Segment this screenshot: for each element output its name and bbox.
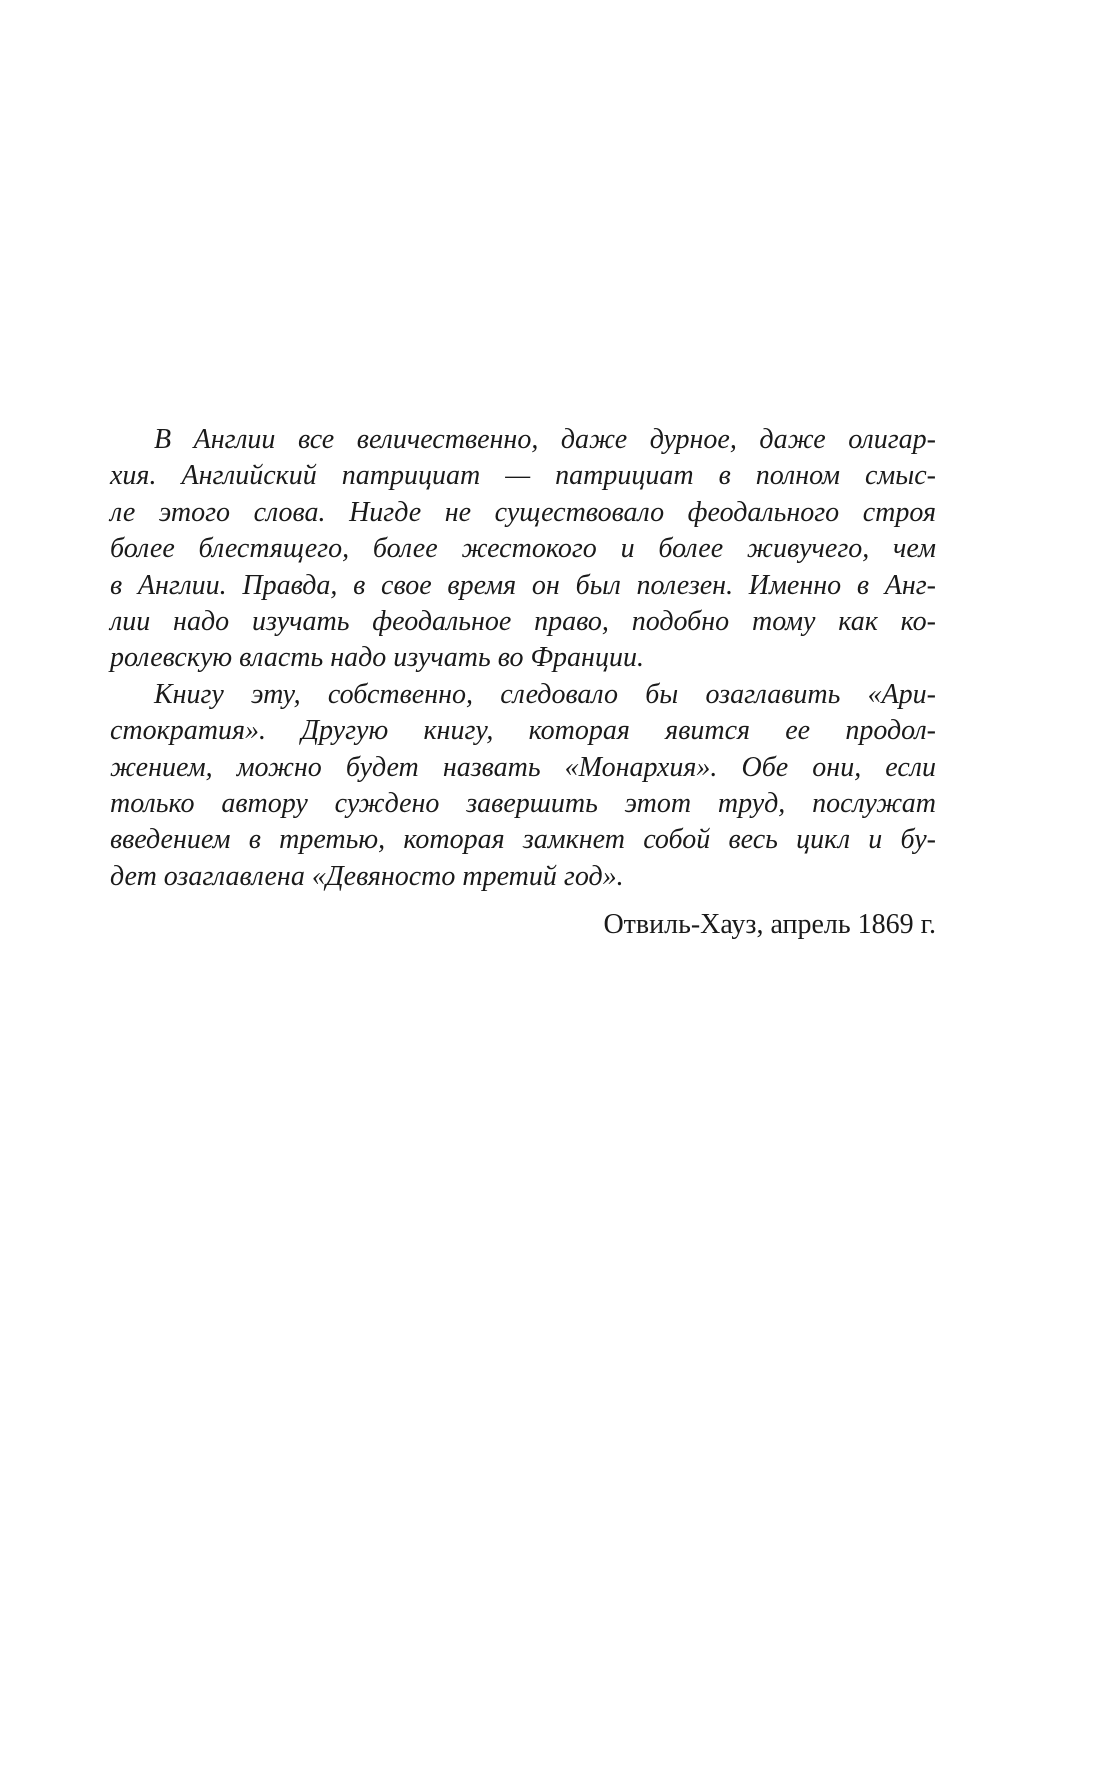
paragraph-2 bbox=[110, 677, 936, 895]
text-line: ле этого слова. Нигде не существовало феодального строя bbox=[110, 496, 936, 528]
text-line: дет озаглавлена «Девяносто третий год». bbox=[110, 860, 624, 892]
text-line: лии надо изучать феодальное право, подобно тому как ко- bbox=[110, 605, 936, 637]
text-line: жением, можно будет назвать «Монархия». Обе они, если bbox=[110, 751, 936, 783]
paragraph-1 bbox=[110, 422, 936, 677]
signature-place-date: Отвиль-Хауз, апрель 1869 г. bbox=[603, 909, 936, 941]
text-line: ролевскую власть надо изучать во Франции. bbox=[110, 642, 644, 674]
text-line: в Англии. Правда, в свое время он был полезен. Именно в Анг- bbox=[110, 569, 936, 601]
text-line: более блестящего, более жестокого и более живучего, чем bbox=[110, 533, 936, 565]
text-line: хия. Английский патрициат — патрициат в полном смыс- bbox=[110, 460, 936, 492]
text-line: введением в третью, которая замкнет собой весь цикл и бу- bbox=[110, 824, 936, 856]
text-line: В Англии все величественно, даже дурное, даже олигар- bbox=[154, 424, 936, 455]
text-line: только автору суждено завершить этот труд, послужат bbox=[110, 787, 936, 819]
preface-text bbox=[110, 422, 936, 943]
text-line: Книгу эту, собственно, следовало бы озаглавить «Ари- bbox=[154, 678, 936, 710]
text-line: стократия». Другую книгу, которая явится ее продол- bbox=[110, 715, 936, 747]
